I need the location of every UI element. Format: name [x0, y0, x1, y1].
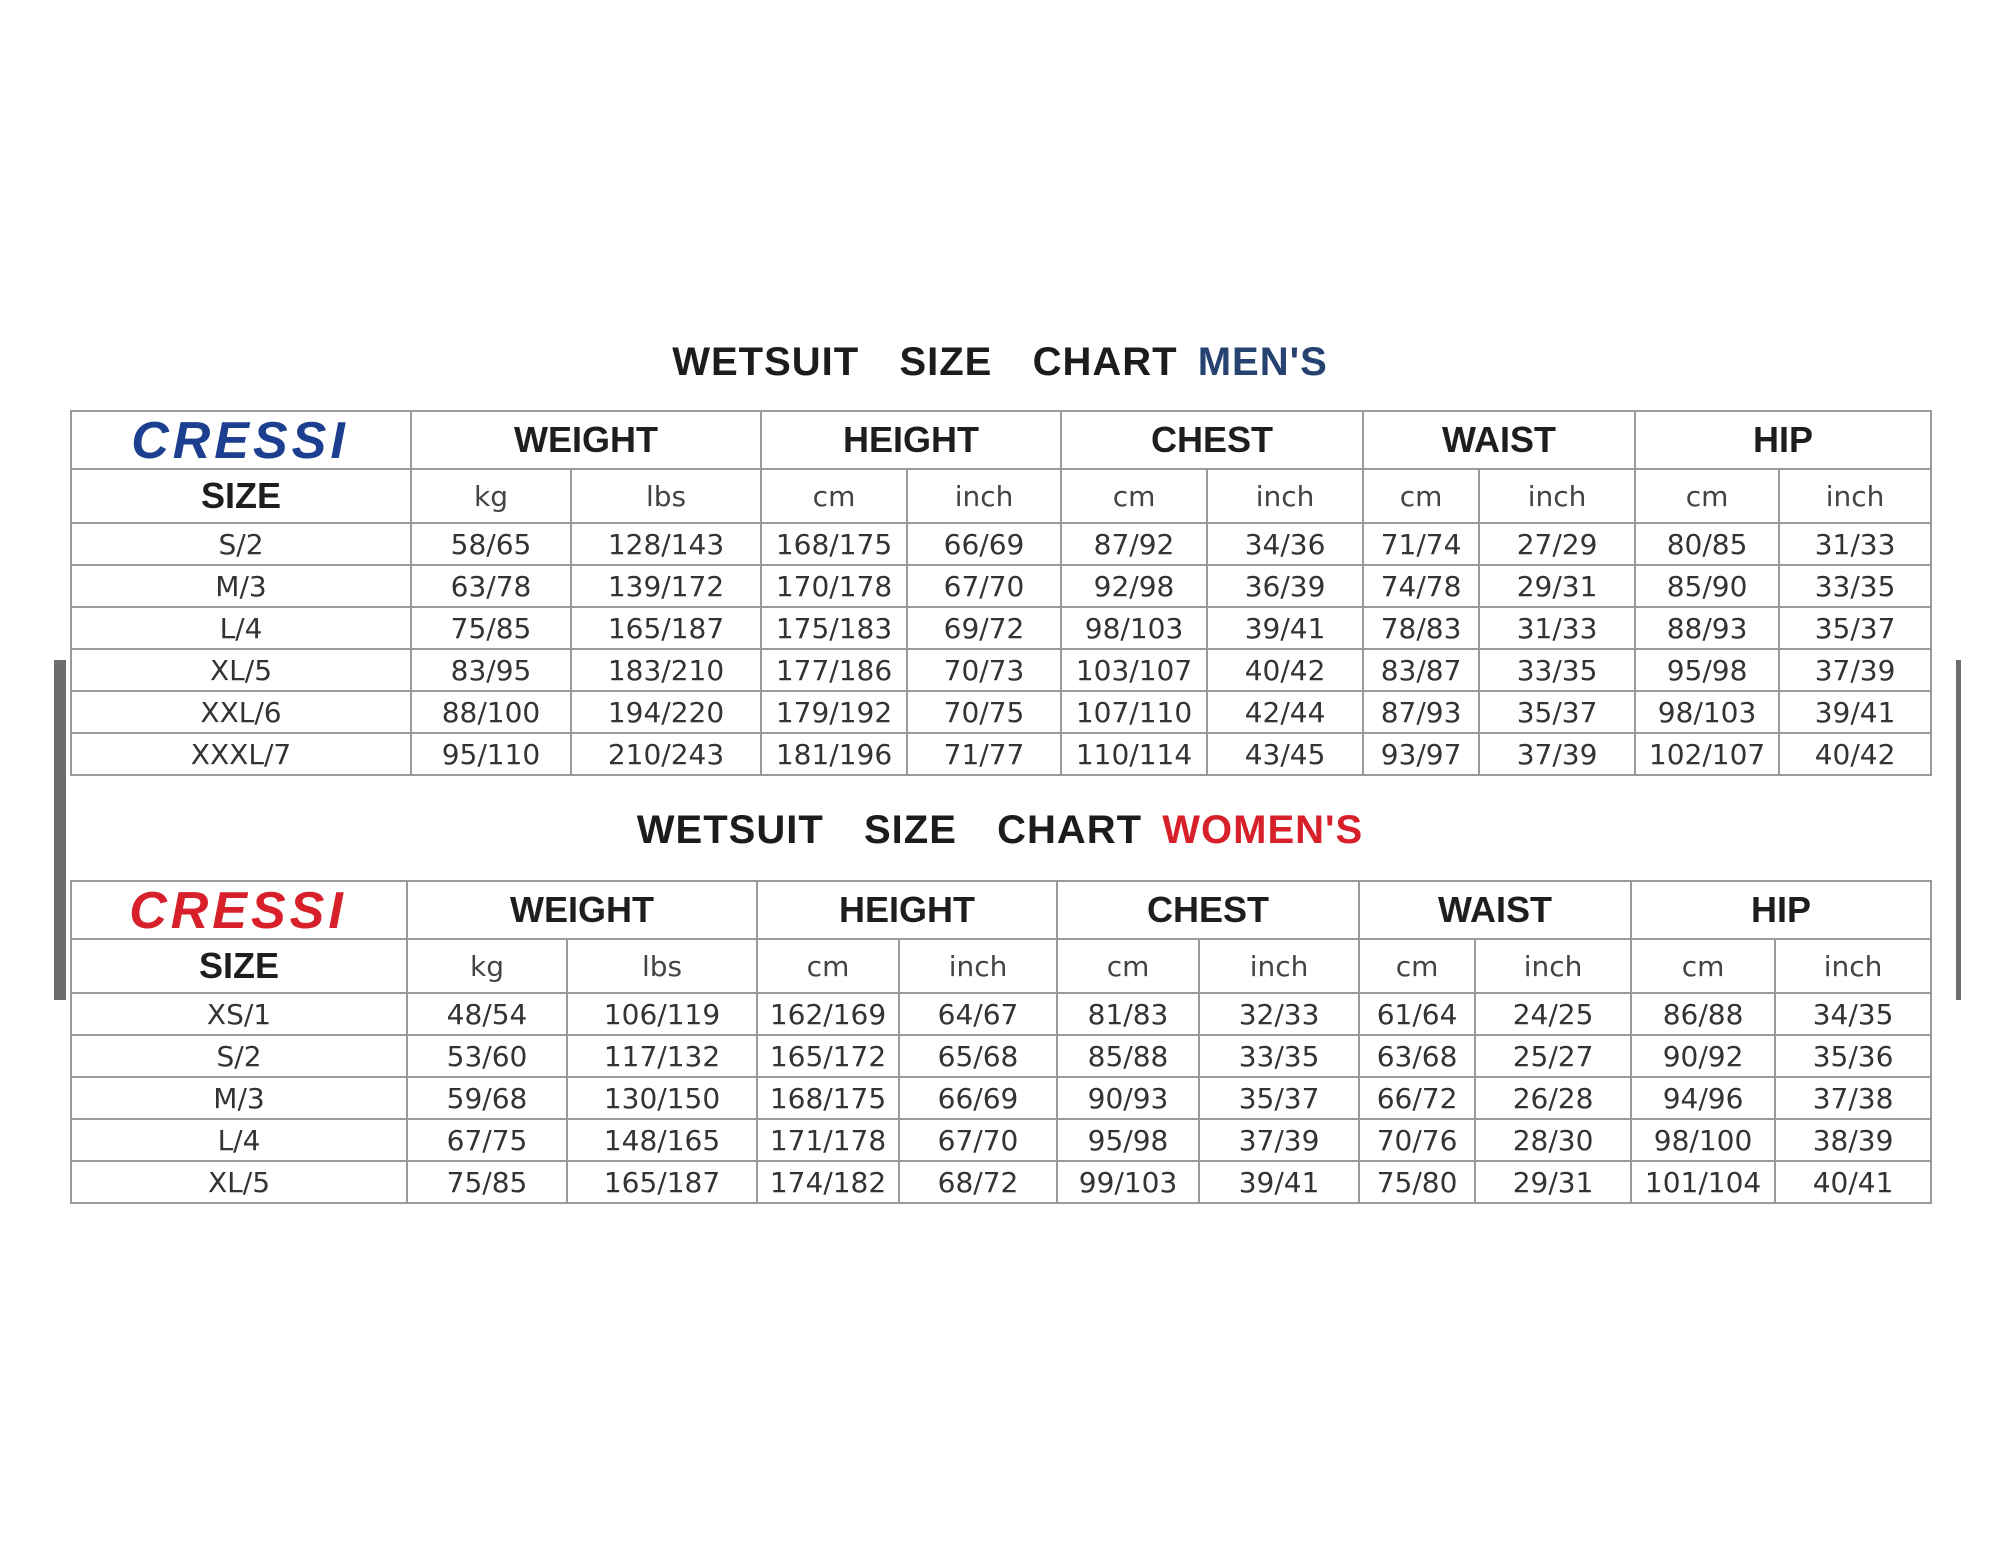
- value-cell: 75/80: [1359, 1161, 1475, 1203]
- womens-unit-hip-cm: cm: [1631, 939, 1775, 993]
- womens-unit-hip-inch: inch: [1775, 939, 1931, 993]
- value-cell: 106/119: [567, 993, 757, 1035]
- value-cell: 130/150: [567, 1077, 757, 1119]
- size-cell: L/4: [71, 1119, 407, 1161]
- value-cell: 34/36: [1207, 523, 1363, 565]
- womens-unit-waist-cm: cm: [1359, 939, 1475, 993]
- value-cell: 174/182: [757, 1161, 899, 1203]
- value-cell: 39/41: [1199, 1161, 1359, 1203]
- mens-unit-lbs: lbs: [571, 469, 761, 523]
- value-cell: 110/114: [1061, 733, 1207, 775]
- value-cell: 88/100: [411, 691, 571, 733]
- value-cell: 31/33: [1479, 607, 1635, 649]
- value-cell: 80/85: [1635, 523, 1779, 565]
- value-cell: 139/172: [571, 565, 761, 607]
- value-cell: 88/93: [1635, 607, 1779, 649]
- womens-unit-header-row: [71, 939, 1931, 993]
- mens-title-main: WETSUIT SIZE CHART: [672, 340, 1178, 384]
- value-cell: 37/38: [1775, 1077, 1931, 1119]
- value-cell: 87/93: [1363, 691, 1479, 733]
- size-cell: XXXL/7: [71, 733, 411, 775]
- value-cell: 40/41: [1775, 1161, 1931, 1203]
- womens-group-header-row: [71, 881, 1931, 939]
- mens-unit-waist-inch: inch: [1479, 469, 1635, 523]
- value-cell: 95/98: [1057, 1119, 1199, 1161]
- value-cell: 128/143: [571, 523, 761, 565]
- mens-group-hip: HIP: [1635, 411, 1931, 469]
- table-row: [71, 1077, 1931, 1119]
- cressi-logo-text: CRESSI: [129, 882, 347, 938]
- value-cell: 85/90: [1635, 565, 1779, 607]
- table-row: [71, 993, 1931, 1035]
- womens-unit-kg: kg: [407, 939, 567, 993]
- value-cell: 165/187: [571, 607, 761, 649]
- value-cell: 27/29: [1479, 523, 1635, 565]
- value-cell: 103/107: [1061, 649, 1207, 691]
- value-cell: 98/103: [1635, 691, 1779, 733]
- value-cell: 38/39: [1775, 1119, 1931, 1161]
- value-cell: 179/192: [761, 691, 907, 733]
- mens-group-weight: WEIGHT: [411, 411, 761, 469]
- womens-unit-lbs: lbs: [567, 939, 757, 993]
- size-cell: XS/1: [71, 993, 407, 1035]
- table-row: [71, 1161, 1931, 1203]
- value-cell: 93/97: [1363, 733, 1479, 775]
- womens-group-chest: CHEST: [1057, 881, 1359, 939]
- value-cell: 33/35: [1199, 1035, 1359, 1077]
- womens-chart-title: [0, 808, 2000, 853]
- value-cell: 117/132: [567, 1035, 757, 1077]
- value-cell: 175/183: [761, 607, 907, 649]
- womens-group-weight: WEIGHT: [407, 881, 757, 939]
- value-cell: 29/31: [1479, 565, 1635, 607]
- mens-size-table: [70, 410, 1932, 776]
- value-cell: 32/33: [1199, 993, 1359, 1035]
- value-cell: 75/85: [411, 607, 571, 649]
- value-cell: 94/96: [1631, 1077, 1775, 1119]
- mens-unit-height-cm: cm: [761, 469, 907, 523]
- mens-unit-height-inch: inch: [907, 469, 1061, 523]
- table-row: [71, 1035, 1931, 1077]
- value-cell: 66/69: [899, 1077, 1057, 1119]
- mens-group-header-row: [71, 411, 1931, 469]
- value-cell: 34/35: [1775, 993, 1931, 1035]
- value-cell: 177/186: [761, 649, 907, 691]
- value-cell: 165/172: [757, 1035, 899, 1077]
- value-cell: 35/37: [1199, 1077, 1359, 1119]
- value-cell: 37/39: [1479, 733, 1635, 775]
- cressi-logo-men: [72, 412, 410, 468]
- size-cell: M/3: [71, 565, 411, 607]
- value-cell: 210/243: [571, 733, 761, 775]
- value-cell: 107/110: [1061, 691, 1207, 733]
- mens-logo-cell: [71, 411, 411, 469]
- mens-unit-chest-inch: inch: [1207, 469, 1363, 523]
- womens-title-main: WETSUIT SIZE CHART: [636, 808, 1143, 852]
- mens-group-chest: CHEST: [1061, 411, 1363, 469]
- value-cell: 33/35: [1479, 649, 1635, 691]
- value-cell: 78/83: [1363, 607, 1479, 649]
- mens-unit-waist-cm: cm: [1363, 469, 1479, 523]
- value-cell: 162/169: [757, 993, 899, 1035]
- value-cell: 36/39: [1207, 565, 1363, 607]
- value-cell: 90/92: [1631, 1035, 1775, 1077]
- value-cell: 29/31: [1475, 1161, 1631, 1203]
- value-cell: 168/175: [761, 523, 907, 565]
- value-cell: 183/210: [571, 649, 761, 691]
- womens-unit-chest-inch: inch: [1199, 939, 1359, 993]
- value-cell: 98/103: [1061, 607, 1207, 649]
- womens-group-height: HEIGHT: [757, 881, 1057, 939]
- value-cell: 75/85: [407, 1161, 567, 1203]
- value-cell: 70/73: [907, 649, 1061, 691]
- value-cell: 35/37: [1479, 691, 1635, 733]
- value-cell: 95/110: [411, 733, 571, 775]
- value-cell: 171/178: [757, 1119, 899, 1161]
- size-cell: XXL/6: [71, 691, 411, 733]
- value-cell: 40/42: [1207, 649, 1363, 691]
- womens-unit-chest-cm: cm: [1057, 939, 1199, 993]
- value-cell: 69/72: [907, 607, 1061, 649]
- womens-unit-height-cm: cm: [757, 939, 899, 993]
- value-cell: 90/93: [1057, 1077, 1199, 1119]
- size-cell: M/3: [71, 1077, 407, 1119]
- value-cell: 95/98: [1635, 649, 1779, 691]
- value-cell: 40/42: [1779, 733, 1931, 775]
- value-cell: 74/78: [1363, 565, 1479, 607]
- value-cell: 33/35: [1779, 565, 1931, 607]
- value-cell: 35/37: [1779, 607, 1931, 649]
- mens-title-accent: MEN'S: [1197, 340, 1328, 384]
- table-row: [71, 565, 1931, 607]
- womens-unit-waist-inch: inch: [1475, 939, 1631, 993]
- table-row: [71, 733, 1931, 775]
- cressi-logo-text: CRESSI: [131, 412, 349, 468]
- value-cell: 165/187: [567, 1161, 757, 1203]
- size-cell: S/2: [71, 523, 411, 565]
- value-cell: 71/74: [1363, 523, 1479, 565]
- value-cell: 170/178: [761, 565, 907, 607]
- mens-unit-header-row: [71, 469, 1931, 523]
- size-cell: XL/5: [71, 649, 411, 691]
- value-cell: 102/107: [1635, 733, 1779, 775]
- womens-group-waist: WAIST: [1359, 881, 1631, 939]
- value-cell: 83/87: [1363, 649, 1479, 691]
- womens-unit-height-inch: inch: [899, 939, 1057, 993]
- womens-table-body: [71, 993, 1931, 1203]
- value-cell: 48/54: [407, 993, 567, 1035]
- value-cell: 65/68: [899, 1035, 1057, 1077]
- value-cell: 70/75: [907, 691, 1061, 733]
- value-cell: 86/88: [1631, 993, 1775, 1035]
- womens-group-hip: HIP: [1631, 881, 1931, 939]
- value-cell: 63/68: [1359, 1035, 1475, 1077]
- value-cell: 39/41: [1207, 607, 1363, 649]
- value-cell: 101/104: [1631, 1161, 1775, 1203]
- value-cell: 63/78: [411, 565, 571, 607]
- value-cell: 81/83: [1057, 993, 1199, 1035]
- value-cell: 24/25: [1475, 993, 1631, 1035]
- mens-table-body: [71, 523, 1931, 775]
- value-cell: 42/44: [1207, 691, 1363, 733]
- value-cell: 66/72: [1359, 1077, 1475, 1119]
- value-cell: 98/100: [1631, 1119, 1775, 1161]
- value-cell: 83/95: [411, 649, 571, 691]
- value-cell: 148/165: [567, 1119, 757, 1161]
- value-cell: 26/28: [1475, 1077, 1631, 1119]
- value-cell: 67/70: [899, 1119, 1057, 1161]
- value-cell: 168/175: [757, 1077, 899, 1119]
- value-cell: 68/72: [899, 1161, 1057, 1203]
- womens-logo-cell: [71, 881, 407, 939]
- value-cell: 58/65: [411, 523, 571, 565]
- mens-group-waist: WAIST: [1363, 411, 1635, 469]
- value-cell: 31/33: [1779, 523, 1931, 565]
- value-cell: 181/196: [761, 733, 907, 775]
- value-cell: 92/98: [1061, 565, 1207, 607]
- value-cell: 35/36: [1775, 1035, 1931, 1077]
- value-cell: 67/70: [907, 565, 1061, 607]
- value-cell: 99/103: [1057, 1161, 1199, 1203]
- size-cell: L/4: [71, 607, 411, 649]
- value-cell: 70/76: [1359, 1119, 1475, 1161]
- cressi-logo-women: [72, 882, 406, 938]
- value-cell: 67/75: [407, 1119, 567, 1161]
- mens-unit-kg: kg: [411, 469, 571, 523]
- table-row: [71, 607, 1931, 649]
- value-cell: 59/68: [407, 1077, 567, 1119]
- mens-size-header: SIZE: [71, 469, 411, 523]
- value-cell: 43/45: [1207, 733, 1363, 775]
- value-cell: 71/77: [907, 733, 1061, 775]
- value-cell: 28/30: [1475, 1119, 1631, 1161]
- size-cell: XL/5: [71, 1161, 407, 1203]
- value-cell: 87/92: [1061, 523, 1207, 565]
- value-cell: 37/39: [1199, 1119, 1359, 1161]
- table-row: [71, 691, 1931, 733]
- womens-size-header: SIZE: [71, 939, 407, 993]
- table-row: [71, 523, 1931, 565]
- table-row: [71, 1119, 1931, 1161]
- value-cell: 37/39: [1779, 649, 1931, 691]
- womens-title-accent: WOMEN'S: [1162, 808, 1364, 852]
- mens-group-height: HEIGHT: [761, 411, 1061, 469]
- value-cell: 25/27: [1475, 1035, 1631, 1077]
- mens-unit-hip-cm: cm: [1635, 469, 1779, 523]
- value-cell: 194/220: [571, 691, 761, 733]
- table-row: [71, 649, 1931, 691]
- value-cell: 85/88: [1057, 1035, 1199, 1077]
- value-cell: 64/67: [899, 993, 1057, 1035]
- womens-size-table: [70, 880, 1932, 1204]
- value-cell: 39/41: [1779, 691, 1931, 733]
- mens-chart-title: [0, 340, 2000, 385]
- mens-unit-hip-inch: inch: [1779, 469, 1931, 523]
- value-cell: 66/69: [907, 523, 1061, 565]
- mens-unit-chest-cm: cm: [1061, 469, 1207, 523]
- size-cell: S/2: [71, 1035, 407, 1077]
- value-cell: 61/64: [1359, 993, 1475, 1035]
- value-cell: 53/60: [407, 1035, 567, 1077]
